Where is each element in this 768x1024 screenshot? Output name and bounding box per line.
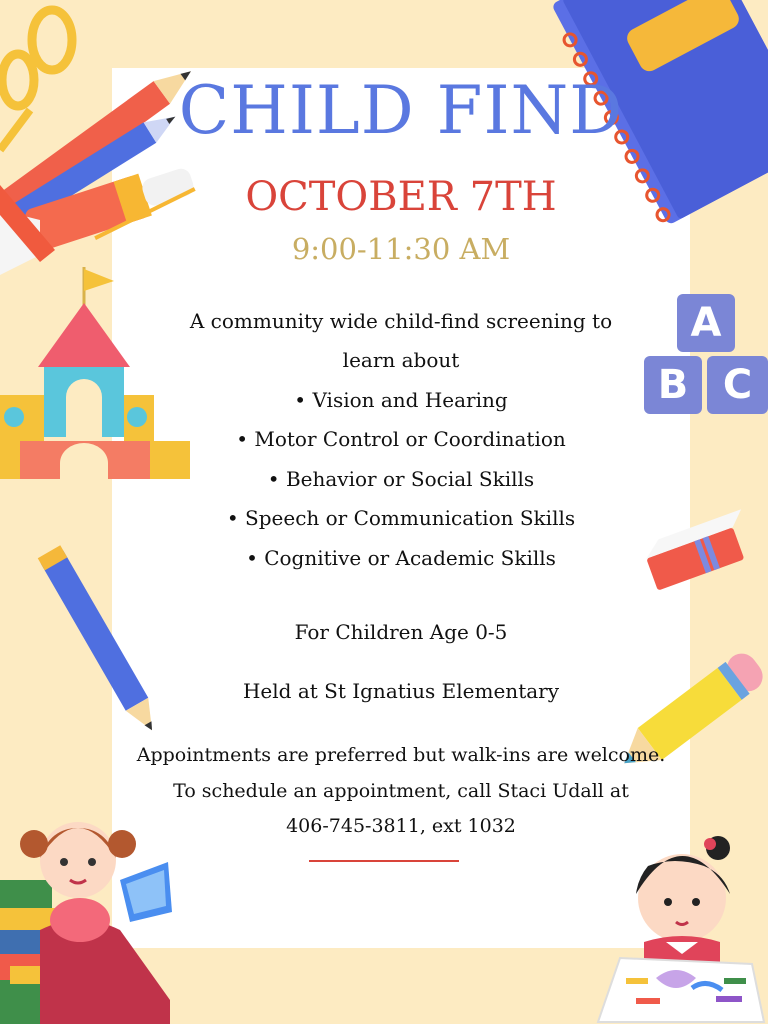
list-item: • Motor Control or Coordination <box>236 427 566 451</box>
intro-line-2: learn about <box>342 348 460 372</box>
scissors-icon <box>0 10 72 150</box>
list-item: • Cognitive or Academic Skills <box>246 546 556 570</box>
block-c <box>707 356 768 414</box>
block-c-letter: C <box>722 362 753 408</box>
location: Held at St Ignatius Elementary <box>242 679 560 703</box>
event-date: OCTOBER 7TH <box>245 174 557 220</box>
list-item: • Behavior or Social Skills <box>267 467 535 491</box>
appointments-note: Appointments are preferred but walk-ins are welcome. <box>136 744 666 766</box>
list-item: • Speech or Communication Skills <box>226 506 576 530</box>
list-item: • Vision and Hearing <box>294 388 508 412</box>
schedule-note: To schedule an appointment, call Staci Udall at <box>173 780 629 802</box>
intro-line-1: A community wide child-find screening to <box>189 309 613 333</box>
block-b-letter: B <box>657 362 689 408</box>
flyer-title: CHILD FIND <box>178 72 624 149</box>
divider <box>309 860 459 862</box>
girl-drawing-icon <box>596 828 768 1024</box>
block-a-letter: A <box>690 300 722 346</box>
event-time: 9:00-11:30 AM <box>291 232 511 266</box>
age-range: For Children Age 0-5 <box>294 620 508 644</box>
phone-number: 406-745-3811, ext 1032 <box>286 815 516 837</box>
